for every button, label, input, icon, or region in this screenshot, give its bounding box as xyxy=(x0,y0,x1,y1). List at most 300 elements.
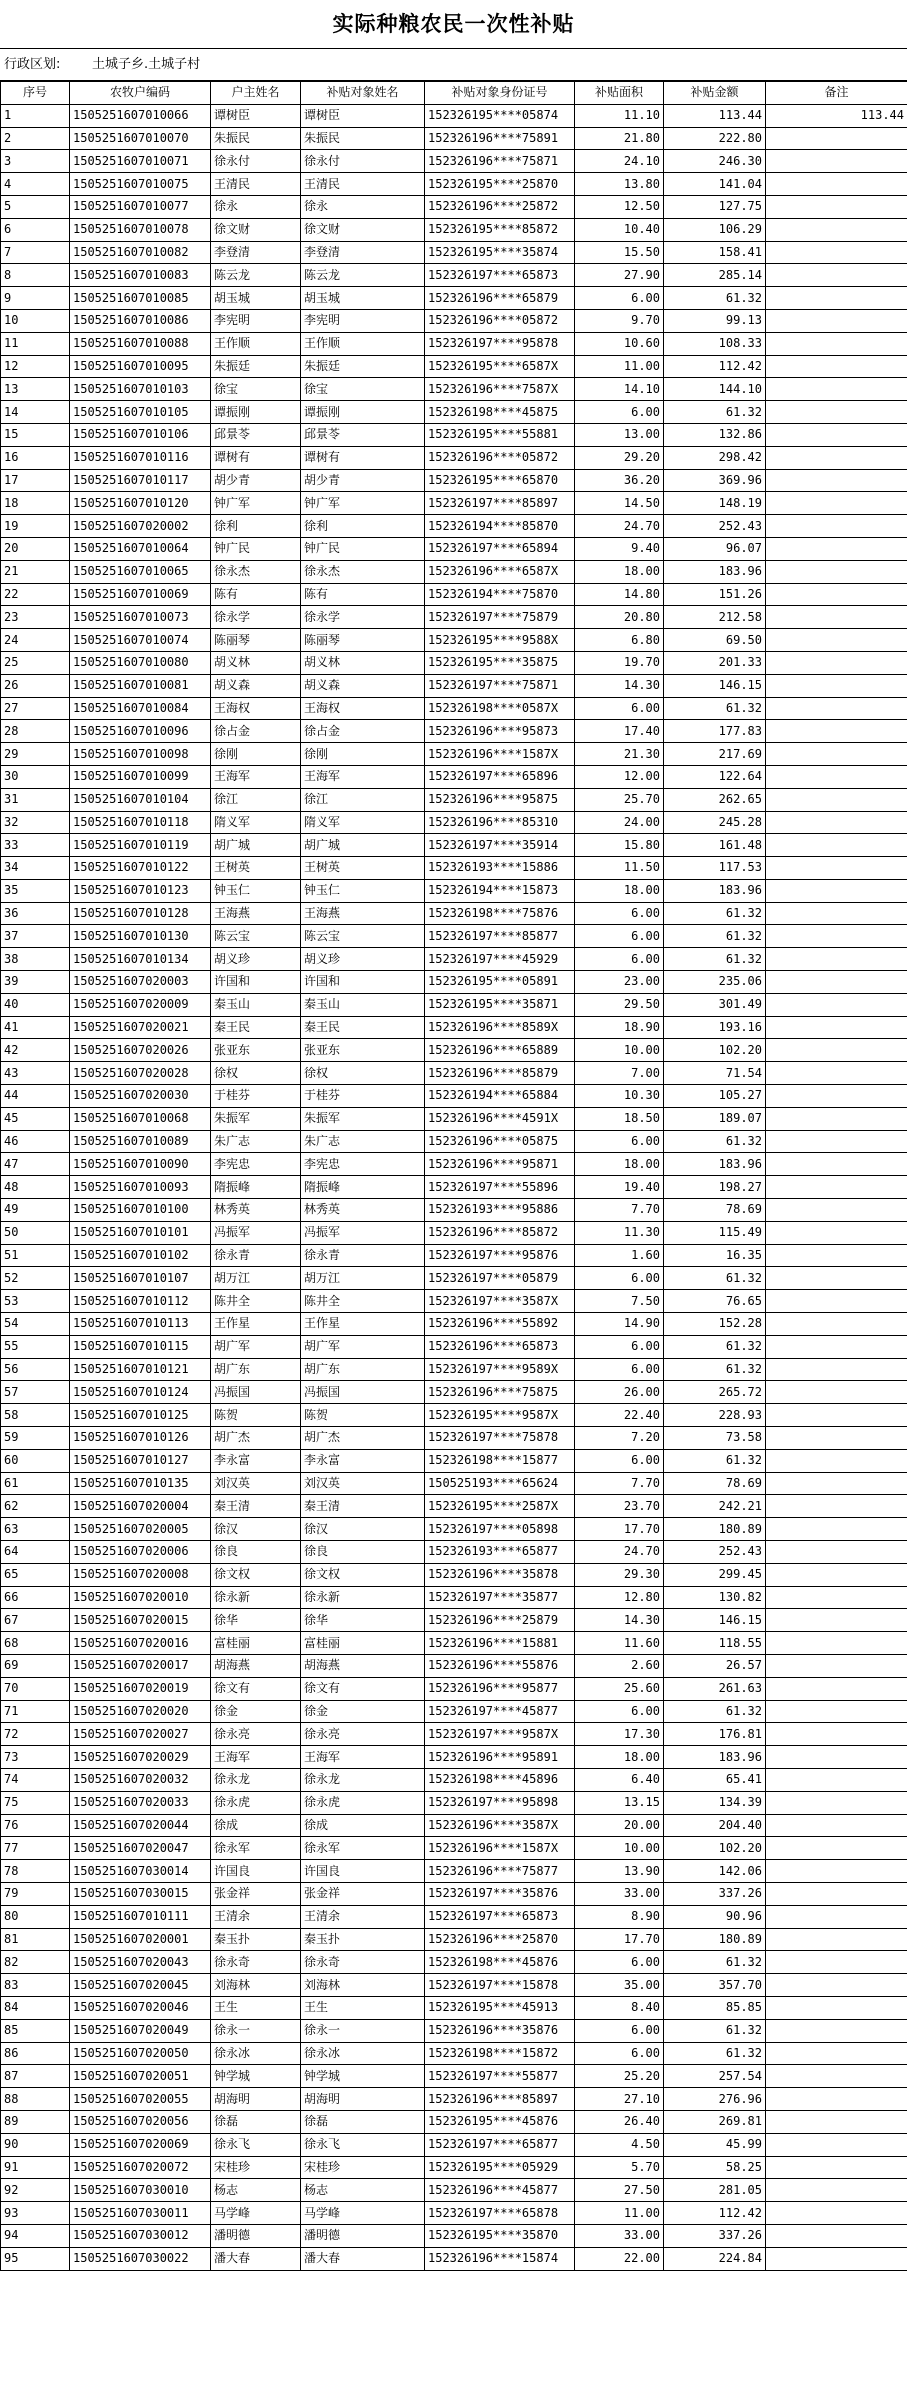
cell-seq: 27 xyxy=(1,697,70,720)
cell-amount: 61.32 xyxy=(664,1449,766,1472)
cell-seq: 57 xyxy=(1,1381,70,1404)
cell-area: 4.50 xyxy=(575,2133,664,2156)
cell-recipient-name: 徐宝 xyxy=(301,378,425,401)
subsidy-table xyxy=(0,81,907,2271)
cell-household-code: 1505251607010086 xyxy=(70,309,211,332)
table-row xyxy=(1,834,907,857)
table-row xyxy=(1,1609,907,1632)
cell-id-number: 152326197****35914 xyxy=(425,834,575,857)
table-row xyxy=(1,902,907,925)
cell-area: 12.00 xyxy=(575,765,664,788)
table-row xyxy=(1,1723,907,1746)
cell-seq: 45 xyxy=(1,1107,70,1130)
cell-area: 18.50 xyxy=(575,1107,664,1130)
cell-remark xyxy=(766,1837,907,1860)
cell-remark xyxy=(766,629,907,652)
cell-household-code: 1505251607020056 xyxy=(70,2110,211,2133)
cell-id-number: 152326195****55881 xyxy=(425,423,575,446)
cell-area: 6.00 xyxy=(575,1335,664,1358)
cell-recipient-name: 徐磊 xyxy=(301,2110,425,2133)
cell-amount: 212.58 xyxy=(664,606,766,629)
cell-id-number: 152326196****4591X xyxy=(425,1107,575,1130)
cell-remark xyxy=(766,1427,907,1450)
cell-remark xyxy=(766,150,907,173)
cell-remark xyxy=(766,971,907,994)
table-row xyxy=(1,218,907,241)
cell-household-code: 1505251607020006 xyxy=(70,1541,211,1564)
cell-amount: 141.04 xyxy=(664,173,766,196)
cell-seq: 81 xyxy=(1,1928,70,1951)
cell-area: 6.40 xyxy=(575,1768,664,1791)
table-row xyxy=(1,1449,907,1472)
cell-id-number: 152326195****2587X xyxy=(425,1495,575,1518)
cell-area: 6.00 xyxy=(575,2042,664,2065)
cell-seq: 8 xyxy=(1,264,70,287)
table-row xyxy=(1,1313,907,1336)
table-row xyxy=(1,1518,907,1541)
cell-seq: 36 xyxy=(1,902,70,925)
table-row xyxy=(1,2065,907,2088)
cell-id-number: 152326197****75879 xyxy=(425,606,575,629)
cell-area: 14.30 xyxy=(575,674,664,697)
cell-amount: 217.69 xyxy=(664,743,766,766)
cell-seq: 86 xyxy=(1,2042,70,2065)
cell-remark xyxy=(766,287,907,310)
cell-remark xyxy=(766,2202,907,2225)
cell-id-number: 152326197****85877 xyxy=(425,925,575,948)
header-area: 补贴面积 xyxy=(575,82,664,105)
cell-head-name: 徐永学 xyxy=(211,606,301,629)
cell-id-number: 152326195****85872 xyxy=(425,218,575,241)
cell-amount: 112.42 xyxy=(664,2202,766,2225)
cell-seq: 39 xyxy=(1,971,70,994)
cell-remark xyxy=(766,1016,907,1039)
cell-amount: 16.35 xyxy=(664,1244,766,1267)
cell-household-code: 1505251607010082 xyxy=(70,241,211,264)
cell-seq: 51 xyxy=(1,1244,70,1267)
cell-amount: 142.06 xyxy=(664,1860,766,1883)
cell-id-number: 152326197****75878 xyxy=(425,1427,575,1450)
cell-area: 25.70 xyxy=(575,788,664,811)
cell-id-number: 152326196****35876 xyxy=(425,2019,575,2042)
cell-id-number: 152326194****85870 xyxy=(425,515,575,538)
cell-recipient-name: 胡义森 xyxy=(301,674,425,697)
cell-area: 24.70 xyxy=(575,1541,664,1564)
cell-remark xyxy=(766,1586,907,1609)
cell-household-code: 1505251607010124 xyxy=(70,1381,211,1404)
cell-remark xyxy=(766,1814,907,1837)
cell-remark xyxy=(766,765,907,788)
cell-amount: 242.21 xyxy=(664,1495,766,1518)
cell-amount: 298.42 xyxy=(664,446,766,469)
cell-id-number: 152326196****75891 xyxy=(425,127,575,150)
cell-area: 23.00 xyxy=(575,971,664,994)
cell-area: 18.00 xyxy=(575,1746,664,1769)
cell-id-number: 152326197****75871 xyxy=(425,674,575,697)
cell-amount: 61.32 xyxy=(664,1951,766,1974)
cell-seq: 80 xyxy=(1,1905,70,1928)
cell-recipient-name: 徐永青 xyxy=(301,1244,425,1267)
table-row xyxy=(1,1039,907,1062)
cell-id-number: 152326198****75876 xyxy=(425,902,575,925)
cell-id-number: 152326195****35871 xyxy=(425,993,575,1016)
cell-area: 29.50 xyxy=(575,993,664,1016)
cell-recipient-name: 徐永 xyxy=(301,195,425,218)
cell-amount: 45.99 xyxy=(664,2133,766,2156)
table-row xyxy=(1,674,907,697)
cell-amount: 337.26 xyxy=(664,1882,766,1905)
cell-household-code: 1505251607030012 xyxy=(70,2224,211,2247)
cell-id-number: 152326198****15872 xyxy=(425,2042,575,2065)
cell-id-number: 152326196****8589X xyxy=(425,1016,575,1039)
cell-household-code: 1505251607030022 xyxy=(70,2247,211,2270)
cell-head-name: 秦王民 xyxy=(211,1016,301,1039)
cell-id-number: 152326197****3587X xyxy=(425,1290,575,1313)
cell-area: 10.30 xyxy=(575,1085,664,1108)
cell-id-number: 152326197****9587X xyxy=(425,1723,575,1746)
cell-head-name: 徐永 xyxy=(211,195,301,218)
cell-head-name: 朱振军 xyxy=(211,1107,301,1130)
cell-household-code: 1505251607020010 xyxy=(70,1586,211,1609)
table-row xyxy=(1,401,907,424)
cell-head-name: 秦玉扑 xyxy=(211,1928,301,1951)
cell-seq: 89 xyxy=(1,2110,70,2133)
cell-recipient-name: 胡广城 xyxy=(301,834,425,857)
cell-recipient-name: 杨志 xyxy=(301,2179,425,2202)
cell-area: 17.40 xyxy=(575,720,664,743)
cell-household-code: 1505251607010083 xyxy=(70,264,211,287)
cell-recipient-name: 谭树有 xyxy=(301,446,425,469)
cell-seq: 10 xyxy=(1,309,70,332)
cell-amount: 245.28 xyxy=(664,811,766,834)
cell-head-name: 李宪忠 xyxy=(211,1153,301,1176)
cell-head-name: 胡广城 xyxy=(211,834,301,857)
cell-recipient-name: 马学峰 xyxy=(301,2202,425,2225)
cell-amount: 78.69 xyxy=(664,1199,766,1222)
table-row xyxy=(1,1632,907,1655)
cell-recipient-name: 徐刚 xyxy=(301,743,425,766)
cell-id-number: 152326198****45876 xyxy=(425,1951,575,1974)
cell-household-code: 1505251607020049 xyxy=(70,2019,211,2042)
cell-household-code: 1505251607010065 xyxy=(70,560,211,583)
cell-amount: 183.96 xyxy=(664,560,766,583)
cell-household-code: 1505251607010135 xyxy=(70,1472,211,1495)
cell-household-code: 1505251607020002 xyxy=(70,515,211,538)
table-row xyxy=(1,1381,907,1404)
cell-recipient-name: 于桂芬 xyxy=(301,1085,425,1108)
cell-recipient-name: 许国良 xyxy=(301,1860,425,1883)
cell-remark xyxy=(766,1449,907,1472)
cell-area: 6.00 xyxy=(575,1700,664,1723)
cell-recipient-name: 徐利 xyxy=(301,515,425,538)
cell-seq: 95 xyxy=(1,2247,70,2270)
cell-household-code: 1505251607010116 xyxy=(70,446,211,469)
cell-id-number: 152326197****65877 xyxy=(425,2133,575,2156)
cell-recipient-name: 秦玉山 xyxy=(301,993,425,1016)
cell-seq: 52 xyxy=(1,1267,70,1290)
cell-id-number: 152326195****05891 xyxy=(425,971,575,994)
cell-amount: 146.15 xyxy=(664,674,766,697)
cell-head-name: 徐良 xyxy=(211,1541,301,1564)
cell-recipient-name: 潘大春 xyxy=(301,2247,425,2270)
table-row xyxy=(1,2133,907,2156)
cell-seq: 38 xyxy=(1,948,70,971)
cell-recipient-name: 朱振军 xyxy=(301,1107,425,1130)
cell-area: 7.50 xyxy=(575,1290,664,1313)
cell-seq: 73 xyxy=(1,1746,70,1769)
cell-remark xyxy=(766,355,907,378)
cell-recipient-name: 钟广军 xyxy=(301,492,425,515)
table-row xyxy=(1,1107,907,1130)
cell-recipient-name: 徐权 xyxy=(301,1062,425,1085)
cell-area: 29.30 xyxy=(575,1563,664,1586)
cell-seq: 85 xyxy=(1,2019,70,2042)
cell-head-name: 胡玉城 xyxy=(211,287,301,310)
cell-id-number: 152326193****95886 xyxy=(425,1199,575,1222)
cell-head-name: 徐永一 xyxy=(211,2019,301,2042)
table-row xyxy=(1,948,907,971)
cell-amount: 112.42 xyxy=(664,355,766,378)
cell-seq: 55 xyxy=(1,1335,70,1358)
cell-remark xyxy=(766,1882,907,1905)
table-row xyxy=(1,1016,907,1039)
cell-id-number: 152326197****85897 xyxy=(425,492,575,515)
cell-remark xyxy=(766,1677,907,1700)
cell-remark: 113.44 xyxy=(766,104,907,127)
table-row xyxy=(1,2202,907,2225)
cell-seq: 66 xyxy=(1,1586,70,1609)
cell-amount: 58.25 xyxy=(664,2156,766,2179)
cell-amount: 276.96 xyxy=(664,2088,766,2111)
cell-area: 13.80 xyxy=(575,173,664,196)
cell-recipient-name: 胡义林 xyxy=(301,651,425,674)
cell-head-name: 王海军 xyxy=(211,1746,301,1769)
cell-area: 24.70 xyxy=(575,515,664,538)
table-row xyxy=(1,1746,907,1769)
cell-area: 20.80 xyxy=(575,606,664,629)
cell-head-name: 陈有 xyxy=(211,583,301,606)
cell-household-code: 1505251607020003 xyxy=(70,971,211,994)
cell-household-code: 1505251607010085 xyxy=(70,287,211,310)
table-row xyxy=(1,629,907,652)
cell-head-name: 徐文财 xyxy=(211,218,301,241)
cell-amount: 61.32 xyxy=(664,401,766,424)
cell-seq: 94 xyxy=(1,2224,70,2247)
cell-household-code: 1505251607010074 xyxy=(70,629,211,652)
cell-head-name: 徐汉 xyxy=(211,1518,301,1541)
cell-remark xyxy=(766,606,907,629)
table-row xyxy=(1,765,907,788)
cell-head-name: 张亚东 xyxy=(211,1039,301,1062)
cell-recipient-name: 王树英 xyxy=(301,857,425,880)
cell-household-code: 1505251607020004 xyxy=(70,1495,211,1518)
cell-id-number: 152326193****15886 xyxy=(425,857,575,880)
cell-recipient-name: 徐永飞 xyxy=(301,2133,425,2156)
table-row xyxy=(1,697,907,720)
cell-household-code: 1505251607010111 xyxy=(70,1905,211,1928)
table-row xyxy=(1,1677,907,1700)
cell-remark xyxy=(766,1768,907,1791)
cell-head-name: 徐永杰 xyxy=(211,560,301,583)
table-row xyxy=(1,971,907,994)
table-row xyxy=(1,378,907,401)
cell-remark xyxy=(766,1381,907,1404)
cell-recipient-name: 徐永奇 xyxy=(301,1951,425,1974)
cell-seq: 3 xyxy=(1,150,70,173)
cell-id-number: 152326195****45913 xyxy=(425,1996,575,2019)
cell-seq: 76 xyxy=(1,1814,70,1837)
cell-head-name: 王海燕 xyxy=(211,902,301,925)
cell-seq: 6 xyxy=(1,218,70,241)
cell-head-name: 陈丽琴 xyxy=(211,629,301,652)
cell-area: 11.00 xyxy=(575,355,664,378)
cell-seq: 17 xyxy=(1,469,70,492)
cell-recipient-name: 徐文有 xyxy=(301,1677,425,1700)
cell-id-number: 152326196****75877 xyxy=(425,1860,575,1883)
cell-area: 19.40 xyxy=(575,1176,664,1199)
cell-remark xyxy=(766,879,907,902)
cell-area: 21.30 xyxy=(575,743,664,766)
cell-head-name: 刘海林 xyxy=(211,1974,301,1997)
cell-area: 6.00 xyxy=(575,1358,664,1381)
cell-head-name: 徐江 xyxy=(211,788,301,811)
cell-id-number: 152326194****65884 xyxy=(425,1085,575,1108)
cell-household-code: 1505251607010123 xyxy=(70,879,211,902)
table-row xyxy=(1,788,907,811)
cell-recipient-name: 徐文权 xyxy=(301,1563,425,1586)
cell-recipient-name: 林秀英 xyxy=(301,1199,425,1222)
cell-remark xyxy=(766,2110,907,2133)
cell-seq: 22 xyxy=(1,583,70,606)
cell-area: 17.70 xyxy=(575,1928,664,1951)
cell-household-code: 1505251607020055 xyxy=(70,2088,211,2111)
cell-seq: 64 xyxy=(1,1541,70,1564)
cell-household-code: 1505251607030015 xyxy=(70,1882,211,1905)
cell-head-name: 王生 xyxy=(211,1996,301,2019)
cell-amount: 183.96 xyxy=(664,1746,766,1769)
cell-household-code: 1505251607030014 xyxy=(70,1860,211,1883)
cell-remark xyxy=(766,1746,907,1769)
cell-head-name: 徐永亮 xyxy=(211,1723,301,1746)
table-row xyxy=(1,1495,907,1518)
region-label: 行政区划: xyxy=(4,57,61,72)
cell-id-number: 152326197****35877 xyxy=(425,1586,575,1609)
cell-remark xyxy=(766,1313,907,1336)
cell-amount: 65.41 xyxy=(664,1768,766,1791)
cell-area: 6.00 xyxy=(575,287,664,310)
cell-household-code: 1505251607010064 xyxy=(70,537,211,560)
cell-amount: 257.54 xyxy=(664,2065,766,2088)
cell-amount: 113.44 xyxy=(664,104,766,127)
cell-area: 13.90 xyxy=(575,1860,664,1883)
cell-amount: 122.64 xyxy=(664,765,766,788)
cell-amount: 222.80 xyxy=(664,127,766,150)
cell-remark xyxy=(766,1723,907,1746)
cell-seq: 35 xyxy=(1,879,70,902)
cell-amount: 61.32 xyxy=(664,902,766,925)
table-row xyxy=(1,720,907,743)
cell-remark xyxy=(766,811,907,834)
cell-area: 7.70 xyxy=(575,1472,664,1495)
cell-id-number: 152326196****1587X xyxy=(425,1837,575,1860)
cell-household-code: 1505251607020072 xyxy=(70,2156,211,2179)
cell-remark xyxy=(766,264,907,287)
cell-recipient-name: 富桂丽 xyxy=(301,1632,425,1655)
cell-recipient-name: 钟广民 xyxy=(301,537,425,560)
header-id-number: 补贴对象身份证号 xyxy=(425,82,575,105)
cell-head-name: 徐文有 xyxy=(211,1677,301,1700)
cell-recipient-name: 徐永龙 xyxy=(301,1768,425,1791)
cell-area: 10.00 xyxy=(575,1837,664,1860)
cell-household-code: 1505251607020008 xyxy=(70,1563,211,1586)
cell-household-code: 1505251607020047 xyxy=(70,1837,211,1860)
cell-remark xyxy=(766,1244,907,1267)
cell-household-code: 1505251607010070 xyxy=(70,127,211,150)
cell-area: 14.80 xyxy=(575,583,664,606)
cell-seq: 14 xyxy=(1,401,70,424)
table-row xyxy=(1,1700,907,1723)
cell-amount: 71.54 xyxy=(664,1062,766,1085)
cell-area: 6.80 xyxy=(575,629,664,652)
cell-amount: 132.86 xyxy=(664,423,766,446)
cell-recipient-name: 徐汉 xyxy=(301,1518,425,1541)
cell-id-number: 152326196****15874 xyxy=(425,2247,575,2270)
cell-remark xyxy=(766,902,907,925)
cell-recipient-name: 徐金 xyxy=(301,1700,425,1723)
cell-remark xyxy=(766,515,907,538)
cell-seq: 70 xyxy=(1,1677,70,1700)
cell-head-name: 陈井全 xyxy=(211,1290,301,1313)
cell-amount: 158.41 xyxy=(664,241,766,264)
cell-seq: 29 xyxy=(1,743,70,766)
cell-household-code: 1505251607010093 xyxy=(70,1176,211,1199)
cell-amount: 252.43 xyxy=(664,1541,766,1564)
cell-head-name: 秦玉山 xyxy=(211,993,301,1016)
cell-recipient-name: 许国和 xyxy=(301,971,425,994)
cell-amount: 127.75 xyxy=(664,195,766,218)
table-row xyxy=(1,2156,907,2179)
cell-remark xyxy=(766,423,907,446)
cell-amount: 285.14 xyxy=(664,264,766,287)
cell-amount: 235.06 xyxy=(664,971,766,994)
cell-remark xyxy=(766,2179,907,2202)
cell-recipient-name: 张亚东 xyxy=(301,1039,425,1062)
cell-household-code: 1505251607020032 xyxy=(70,1768,211,1791)
cell-recipient-name: 秦王民 xyxy=(301,1016,425,1039)
cell-recipient-name: 冯振军 xyxy=(301,1221,425,1244)
cell-head-name: 刘汉英 xyxy=(211,1472,301,1495)
cell-amount: 183.96 xyxy=(664,879,766,902)
cell-remark xyxy=(766,2156,907,2179)
cell-area: 6.00 xyxy=(575,925,664,948)
cell-head-name: 徐永军 xyxy=(211,1837,301,1860)
cell-seq: 61 xyxy=(1,1472,70,1495)
cell-head-name: 秦王清 xyxy=(211,1495,301,1518)
cell-recipient-name: 李宪明 xyxy=(301,309,425,332)
cell-head-name: 徐永飞 xyxy=(211,2133,301,2156)
cell-amount: 252.43 xyxy=(664,515,766,538)
cell-seq: 44 xyxy=(1,1085,70,1108)
cell-household-code: 1505251607010119 xyxy=(70,834,211,857)
cell-household-code: 1505251607020051 xyxy=(70,2065,211,2088)
cell-head-name: 潘大春 xyxy=(211,2247,301,2270)
cell-id-number: 152326198****45875 xyxy=(425,401,575,424)
table-row xyxy=(1,2247,907,2270)
cell-head-name: 徐永虎 xyxy=(211,1791,301,1814)
table-row xyxy=(1,2224,907,2247)
cell-remark xyxy=(766,195,907,218)
cell-area: 6.00 xyxy=(575,1449,664,1472)
